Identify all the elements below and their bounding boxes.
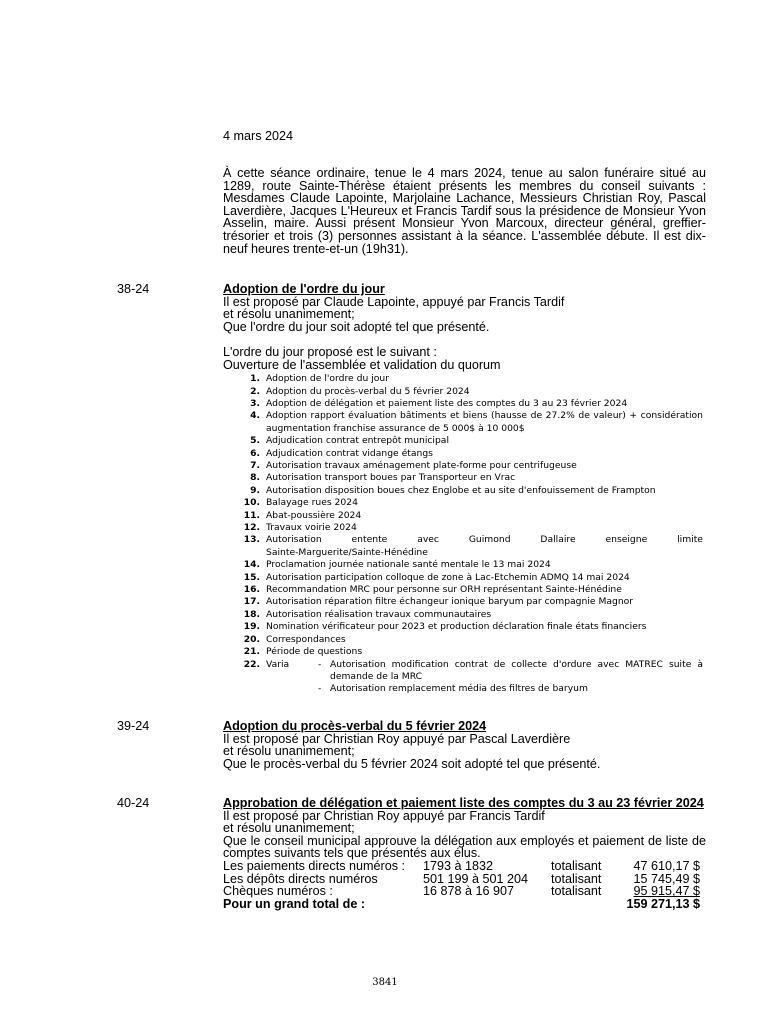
agenda-item <box>223 646 703 658</box>
agenda-item-text: Varia <box>266 658 290 670</box>
resolution-text: et résolu unanimement; <box>223 307 355 322</box>
agenda-item-number: 20. <box>243 633 260 645</box>
intro-paragraph: À cette séance ordinaire, tenue le 4 mars 2024, tenue au salon funéraire situé au 1289, route Sainte-Thérèse étaient présents les membres du conseil suivants : Mesdames Claude Lapointe, Marjolaine Lachance, Messieurs Christian Roy, Pascal Laverdière, Jacques L'Heureux et Francis Tardif sous la présidence de Monsieur Yvon Asselin, maire. Aussi présent Monsieur Yvon Marcoux, directeur général, greffier-trésorier et trois (3) personnes assistant à la séance. L'assemblée débute. Il est dix-neuf heures trente-et-un (19h31). <box>223 166 706 256</box>
agenda-item <box>223 572 703 584</box>
resolution-number: 38-24 <box>117 282 150 296</box>
agenda-item-text: Adjudication contrat entrepôt municipal <box>266 435 449 447</box>
agenda-item-text: Adoption de l'ordre du jour <box>266 373 389 385</box>
agenda-item <box>223 460 703 472</box>
resolution-text: Il est proposé par Christian Roy appuyé par Francis Tardif <box>223 808 545 823</box>
agenda-item-number: 3. <box>250 397 260 409</box>
agenda-item-text <box>266 534 703 559</box>
varia-subitem <box>318 683 703 695</box>
agenda-item <box>223 510 703 522</box>
agenda-item-word: Autorisation <box>266 534 322 546</box>
resolution-text: Que le procès-verbal du 5 février 2024 soit adopté tel que présenté. <box>223 756 601 771</box>
resolution-text: Que l'ordre du jour soit adopté tel que présenté. <box>223 319 490 334</box>
agenda-item <box>223 596 703 608</box>
agenda-item-text: Adoption du procès-verbal du 5 février 2024 <box>266 385 470 397</box>
agenda-item-text: Autorisation disposition boues chez Englobe et au site d'enfouissement de Frampton <box>266 484 656 496</box>
agenda-item-word: avec <box>417 534 439 546</box>
payment-range: 501 199 à 501 204 <box>423 871 529 886</box>
agenda-item <box>223 472 703 484</box>
resolution-title: Adoption du procès-verbal du 5 février 2024 <box>223 719 487 733</box>
agenda-item-text: Recommandation MRC pour personne sur ORH représentant Sainte-Hénédine <box>266 584 622 596</box>
resolution-text: et résolu unanimement; <box>223 821 355 836</box>
dash-bullet: - <box>318 658 322 670</box>
payment-label: Chèques numéros : <box>223 884 333 899</box>
payment-label: Les paiements directs numéros : <box>223 858 405 873</box>
agenda-intro: L'ordre du jour proposé est le suivant : <box>223 344 437 359</box>
agenda-item-number: 1. <box>250 373 260 385</box>
agenda-item <box>223 559 703 571</box>
payment-amount: 95 915,47 $ <box>633 884 700 899</box>
agenda-item-number: 19. <box>243 621 260 633</box>
agenda-item-number: 17. <box>243 596 260 608</box>
agenda-item-word: enseigne <box>605 534 648 546</box>
agenda-item-text: Sainte-Marguerite/Sainte-Hénédine <box>266 546 428 558</box>
agenda-item <box>223 448 703 460</box>
varia-subitem-text: Autorisation modification contrat de collecte d'ordure avec MATREC suite à demande de la MRC <box>330 658 703 682</box>
agenda-item-text: Nomination vérificateur pour 2023 et production déclaration finale états financiers <box>266 621 647 633</box>
resolution-40-section <box>223 797 706 910</box>
agenda-item-text: Abat-poussière 2024 <box>266 509 362 521</box>
agenda-item-number: 5. <box>250 435 260 447</box>
agenda-item-word: limite <box>677 534 703 546</box>
agenda-item-number: 14. <box>243 559 260 571</box>
payment-word: totalisant <box>551 884 602 899</box>
agenda-item-text: Autorisation travaux aménagement plate-forme pour centrifugeuse <box>266 460 577 471</box>
agenda-item-text: Période de questions <box>266 646 363 658</box>
resolution-text: Que le conseil municipal approuve la délégation aux employés et paiement de liste de comptes suivants tels que présentés aux élus. <box>223 833 706 861</box>
resolution-title: Adoption de l'ordre du jour <box>223 282 385 296</box>
resolution-number: 39-24 <box>117 719 150 733</box>
total-amount: 159 271,13 $ <box>626 896 700 911</box>
resolution-title: Approbation de délégation et paiement liste des comptes du 3 au 23 février 2024 <box>223 796 704 810</box>
agenda-item-text: Adoption de délégation et paiement liste des comptes du 3 au 23 février 2024 <box>266 397 628 409</box>
agenda-item <box>223 621 703 633</box>
agenda-item <box>223 410 703 435</box>
resolution-number: 40-24 <box>117 796 150 810</box>
agenda-item-text: Autorisation réparation filtre échangeur ionique baryum par compagnie Magnor <box>266 596 634 608</box>
resolution-text: Il est proposé par Christian Roy appuyé par Pascal Laverdière <box>223 731 571 746</box>
varia-subitem-text: Autorisation remplacement média des filtres de baryum <box>330 683 588 695</box>
payments-table <box>223 860 706 910</box>
agenda-item <box>223 584 703 596</box>
meeting-date: 4 mars 2024 <box>223 129 294 143</box>
agenda-item <box>223 435 703 447</box>
agenda-item-number: 22. <box>243 658 260 670</box>
agenda-item <box>223 485 703 497</box>
agenda-item-text: Autorisation transport boues par Transporteur en Vrac <box>266 472 516 484</box>
payment-label: Les dépôts directs numéros <box>223 871 378 886</box>
agenda-item-number: 21. <box>243 646 260 658</box>
agenda-item-text: Adjudication contrat vidange étangs <box>266 447 433 459</box>
agenda-list <box>223 373 703 696</box>
agenda-item <box>223 534 703 559</box>
agenda-item-word: Dallaire <box>540 534 576 546</box>
payment-range: 16 878 à 16 907 <box>423 884 515 899</box>
payment-word: totalisant <box>551 858 602 873</box>
agenda-item-number: 6. <box>250 447 260 459</box>
payment-range: 1793 à 1832 <box>423 858 494 873</box>
agenda-item <box>223 634 703 646</box>
agenda-item-number: 16. <box>243 584 260 596</box>
agenda-item <box>223 609 703 621</box>
agenda-item-text: Balayage rues 2024 <box>266 497 358 509</box>
agenda-item-number: 15. <box>243 571 260 583</box>
agenda-item <box>223 522 703 534</box>
agenda-item-number: 2. <box>250 385 260 397</box>
agenda-item-number: 7. <box>250 460 260 471</box>
agenda-item-varia <box>223 659 703 696</box>
agenda-item-text: Correspondances <box>266 633 346 645</box>
agenda-item-text: Travaux voirie 2024 <box>266 522 357 534</box>
payment-word: totalisant <box>551 871 602 886</box>
agenda-item-number: 10. <box>243 497 260 509</box>
resolution-39-section <box>223 720 706 770</box>
agenda-item-text: Autorisation réalisation travaux communautaires <box>266 608 492 620</box>
resolution-38-section <box>223 283 706 696</box>
agenda-item-text: Autorisation participation colloque de zone à Lac-Etchemin ADMQ 14 mai 2024 <box>266 571 630 583</box>
resolution-text: Il est proposé par Claude Lapointe, appuyé par Francis Tardif <box>223 294 565 309</box>
total-label: Pour un grand total de : <box>223 896 366 911</box>
agenda-item-number: 8. <box>250 472 260 484</box>
payment-amount: 15 745,49 $ <box>633 871 700 886</box>
payment-amount: 47 610,17 $ <box>633 858 700 873</box>
agenda-item-text: Proclamation journée nationale santé mentale le 13 mai 2024 <box>266 559 551 571</box>
agenda-item-number: 12. <box>243 522 260 534</box>
agenda-item-number: 13. <box>243 534 260 546</box>
agenda-item <box>223 497 703 509</box>
agenda-item <box>223 373 703 385</box>
agenda-item-word: entente <box>351 534 388 546</box>
dash-bullet: - <box>318 683 322 695</box>
agenda-item-number: 11. <box>243 509 260 521</box>
agenda-item-number: 9. <box>250 484 260 496</box>
agenda-item-word: Guimond <box>468 534 511 546</box>
page-number: 3841 <box>372 977 398 988</box>
resolution-text: et résolu unanimement; <box>223 744 355 759</box>
agenda-item-text: Adoption rapport évaluation bâtiments et biens (hausse de 27.2% de valeur) + considération augmentation franchise assurance de 5 000$ à 10 000$ <box>266 410 703 434</box>
agenda-item <box>223 398 703 410</box>
agenda-heading: Ouverture de l'assemblée et validation du quorum <box>223 357 501 372</box>
agenda-item <box>223 386 703 398</box>
agenda-item-number: 4. <box>250 410 260 422</box>
agenda-item-number: 18. <box>243 608 260 620</box>
varia-subitem <box>318 659 703 684</box>
